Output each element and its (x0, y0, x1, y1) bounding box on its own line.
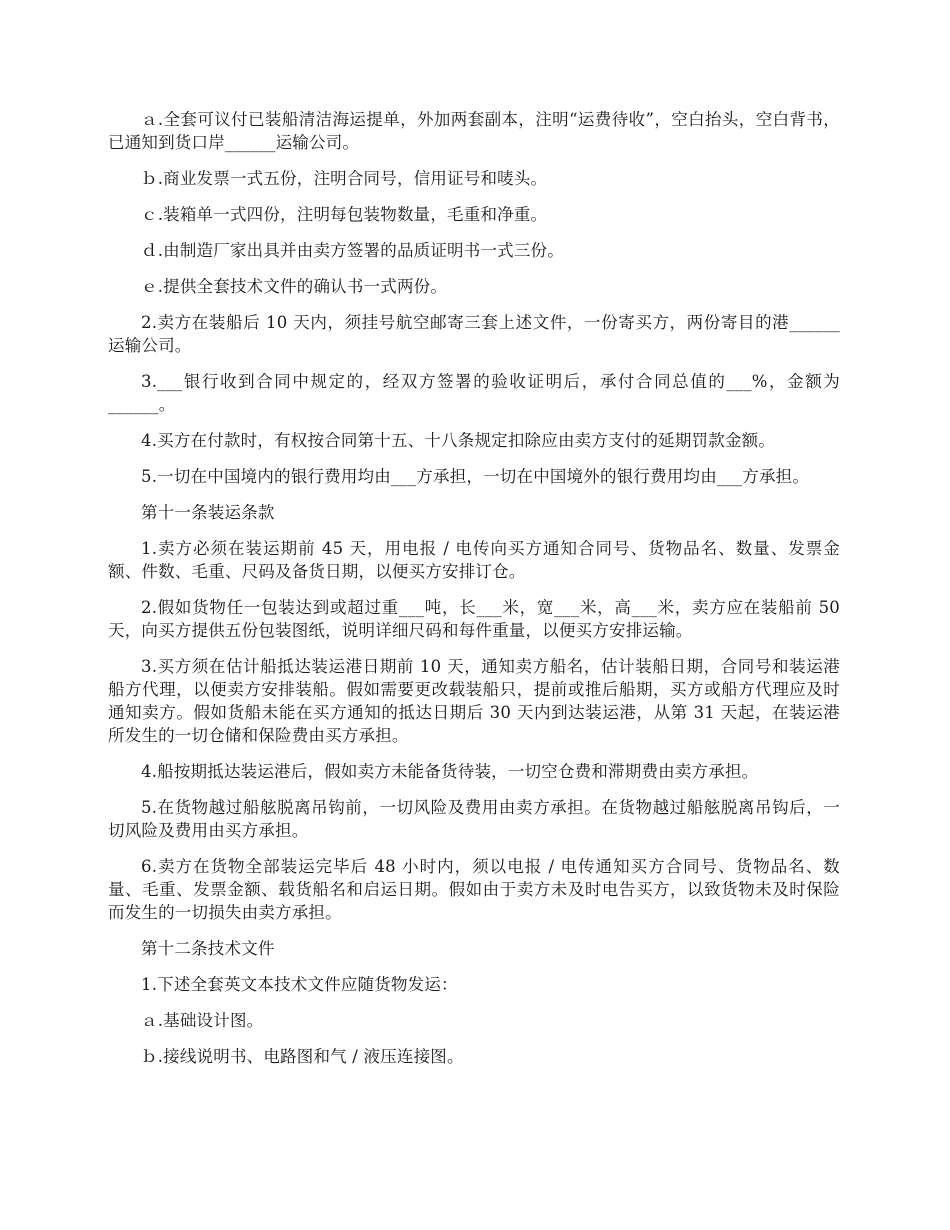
paragraph-quality-certificate: ｄ.由制造厂家出具并由卖方签署的品质证明书一式三份。 (141, 241, 564, 260)
paragraph-clause-2-mailing: 2.卖方在装船后 10 天内，须挂号航空邮寄三套上述文件，一份寄买方，两份寄目的港______运输公司。 (108, 313, 840, 355)
paragraph-clause-4-deduction: 4.买方在付款时，有权按合同第十五、十八条规定扣除应由卖方支付的延期罚款金额。 (141, 431, 776, 450)
section-heading-12: 第十二条技术文件 (141, 939, 275, 958)
paragraph-packing-list: ｃ.装箱单一式四份，注明每包装物数量，毛重和净重。 (141, 205, 548, 224)
paragraph-clause-3-bank: 3.___银行收到合同中规定的，经双方签署的验收证明后，承付合同总值的___%，金额为______。 (108, 372, 840, 414)
paragraph-shipping-6: 6.卖方在货物全部装运完毕后 48 小时内，须以电报 / 电传通知买方合同号、货物品名、数量、毛重、发票金额、载货船名和启运日期。假如由于卖方未及时电告买方，以致货物未及时保险而发生的一切损失由卖方承担。 (108, 857, 840, 922)
paragraph-technical-a: ａ.基础设计图。 (141, 1011, 264, 1030)
paragraph-shipping-5: 5.在货物越过船舷脱离吊钩前，一切风险及费用由卖方承担。在货物越过船舷脱离吊钩后，一切风险及费用由买方承担。 (108, 798, 840, 840)
document-body (108, 108, 840, 1081)
paragraph-technical-b: ｂ.接线说明书、电路图和气 / 液压连接图。 (141, 1047, 464, 1066)
paragraph-shipping-1: 1.卖方必须在装运期前 45 天，用电报 / 电传向买方通知合同号、货物品名、数量、发票金额、件数、毛重、尺码及备货日期，以便买方安排订仓。 (108, 539, 840, 581)
paragraph-commercial-invoice: ｂ.商业发票一式五份，注明合同号，信用证号和唛头。 (141, 169, 548, 188)
paragraph-technical-docs-confirmation: ｅ.提供全套技术文件的确认书一式两份。 (141, 277, 448, 296)
paragraph-bill-of-lading: ａ.全套可议付已装船清洁海运提单，外加两套副本，注明“运费待收”，空白抬头，空白背书，已通知到货口岸______运输公司。 (108, 110, 840, 152)
paragraph-technical-1: 1.下述全套英文本技术文件应随货物发运： (141, 975, 458, 994)
paragraph-clause-5-bank-charges: 5.一切在中国境内的银行费用均由___方承担，一切在中国境外的银行费用均由___方承担。 (141, 467, 810, 486)
paragraph-shipping-4: 4.船按期抵达装运港后，假如卖方未能备货待装，一切空仓费和滞期费由卖方承担。 (141, 762, 759, 781)
paragraph-shipping-3: 3.买方须在估计船抵达装运港日期前 10 天，通知卖方船名，估计装船日期，合同号和装运港船方代理，以便卖方安排装船。假如需要更改载装船只，提前或推后船期，买方或船方代理应及时通知卖方。假如货船未能在买方通知的抵达日期后 30 天内到达装运港，从第 31 天起，在装运港所发生的一切仓储和保险费由买方承担。 (108, 657, 840, 745)
section-heading-11: 第十一条装运条款 (141, 503, 275, 522)
paragraph-shipping-2: 2.假如货物任一包装达到或超过重___吨，长___米，宽___米，高___米，卖方应在装船前 50 天，向买方提供五份包装图纸，说明详细尺码和每件重量，以便买方安排运输。 (108, 598, 840, 640)
